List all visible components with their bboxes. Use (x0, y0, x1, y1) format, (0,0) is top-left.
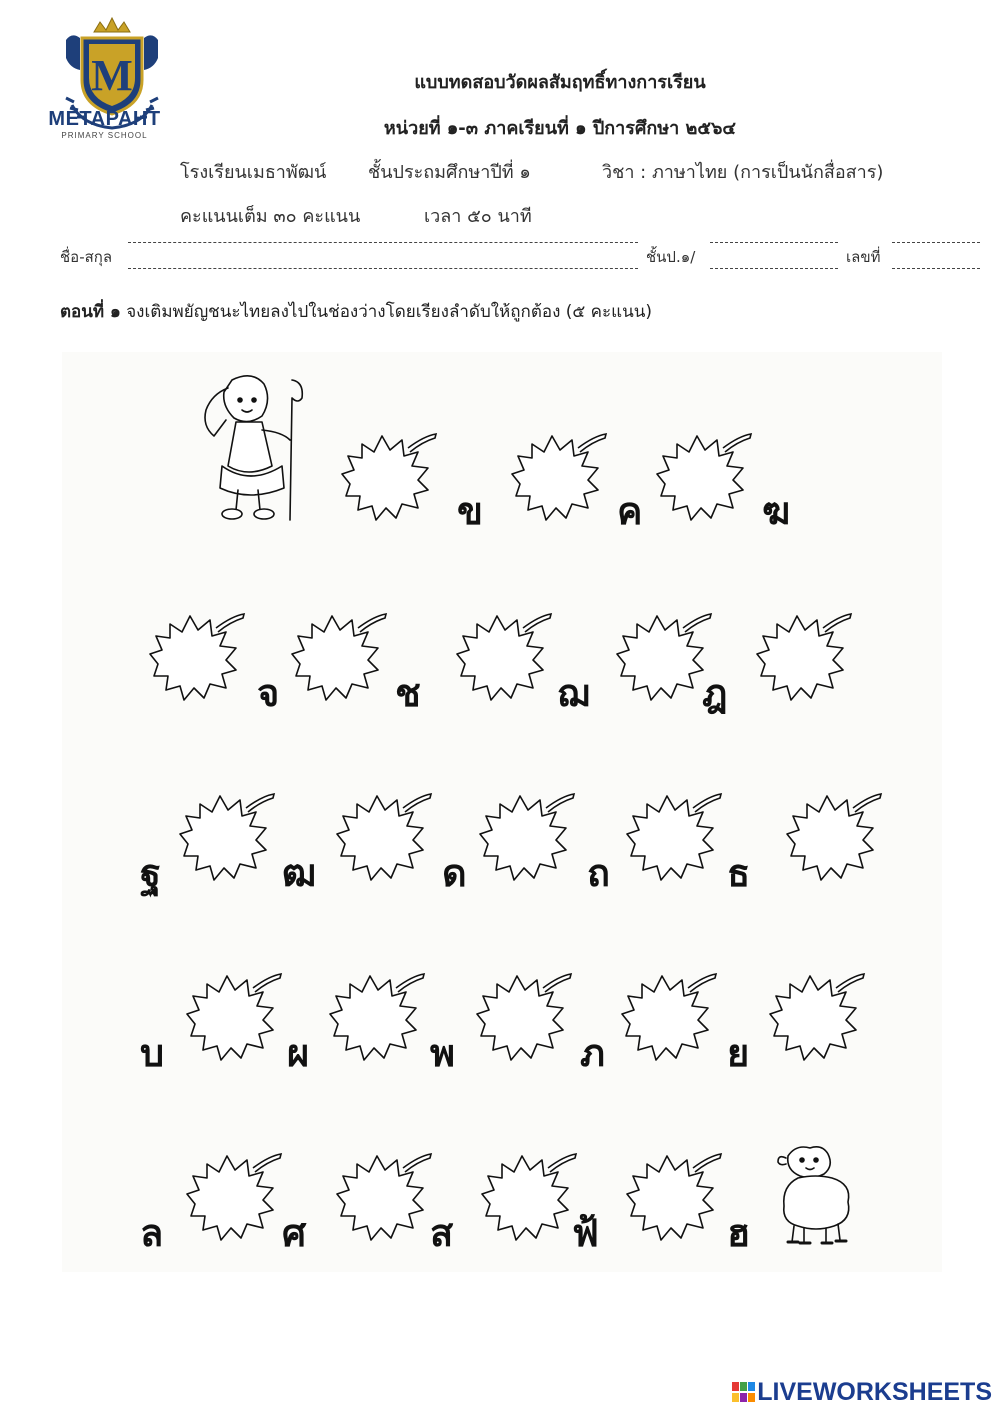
class-field[interactable] (710, 268, 838, 269)
answer-leaf[interactable] (647, 422, 757, 532)
shepherd-girl-illustration (192, 370, 310, 525)
answer-leaf[interactable] (327, 1142, 437, 1252)
answer-leaf[interactable] (777, 782, 887, 892)
given-letter: ศ (282, 1211, 307, 1255)
answer-leaf[interactable] (760, 962, 870, 1072)
liveworksheets-watermark (731, 1379, 992, 1405)
liveworksheets-logo-icon (731, 1381, 757, 1403)
given-letter: ล (140, 1211, 164, 1255)
given-letter: ฌ (557, 671, 590, 715)
answer-leaf[interactable] (467, 962, 577, 1072)
given-letter: ค (617, 489, 643, 533)
number-line-top (892, 242, 980, 243)
answer-leaf[interactable] (170, 782, 280, 892)
given-letter: พ (430, 1031, 456, 1075)
name-line-top (128, 242, 638, 243)
answer-leaf[interactable] (177, 1142, 287, 1252)
answer-leaf[interactable] (607, 602, 717, 712)
given-letter: ถ (587, 851, 611, 895)
answer-leaf[interactable] (617, 1142, 727, 1252)
given-letter: ย (727, 1031, 750, 1075)
given-letter: ธ (727, 851, 751, 895)
given-letter: ฎ (702, 671, 728, 715)
test-subtitle: หน่วยที่ ๑-๓ ภาคเรียนที่ ๑ ปีการศึกษา ๒๕๖๔ (383, 118, 737, 139)
answer-leaf[interactable] (140, 602, 250, 712)
class-label: ชั้นป.๑/ (646, 248, 696, 266)
liveworksheets-brand: LIVEWORKSHEETS (757, 1377, 992, 1406)
given-letter: ผ (287, 1031, 310, 1075)
test-title: แบบทดสอบวัดผลสัมฤทธิ์ทางการเรียน (414, 72, 706, 93)
answer-leaf[interactable] (177, 962, 287, 1072)
answer-leaf[interactable] (747, 602, 857, 712)
section-instruction: จงเติมพยัญชนะไทยลงไปในช่องว่างโดยเรียงลำดับให้ถูกต้อง (๕ คะแนน) (126, 302, 653, 322)
given-letter: ช (395, 671, 421, 715)
answer-leaf[interactable] (320, 962, 430, 1072)
given-letter: ส (430, 1211, 454, 1255)
given-letter: ฒ (282, 851, 317, 895)
answer-leaf[interactable] (617, 782, 727, 892)
name-field[interactable] (128, 268, 638, 269)
time-limit: เวลา ๕๐ นาที (424, 206, 532, 227)
class-line-top (710, 242, 838, 243)
answer-leaf[interactable] (612, 962, 722, 1072)
section-heading (60, 298, 652, 325)
school-name: โรงเรียนเมธาพัฒน์ (180, 162, 327, 183)
name-label: ชื่อ-สกุล (60, 248, 113, 266)
section-label: ตอนที่ ๑ (60, 302, 121, 322)
logo-subtitle: PRIMARY SCHOOL (61, 131, 148, 140)
answer-leaf[interactable] (502, 422, 612, 532)
given-letter: ข (457, 489, 483, 533)
given-letter: ฐ (140, 851, 161, 895)
answer-leaf[interactable] (282, 602, 392, 712)
answer-leaf[interactable] (447, 602, 557, 712)
given-letter: จ (257, 671, 280, 715)
given-letter: ด (442, 851, 467, 895)
answer-leaf[interactable] (327, 782, 437, 892)
logo-name: METAPAHT (48, 108, 161, 130)
given-letter: ฮ (727, 1211, 751, 1255)
answer-leaf[interactable] (472, 1142, 582, 1252)
grade-level: ชั้นประถมศึกษาปีที่ ๑ (368, 162, 531, 183)
full-score: คะแนนเต็ม ๓๐ คะแนน (180, 206, 361, 227)
given-letter: ภ (580, 1031, 606, 1075)
given-letter: ฆ (762, 489, 791, 533)
number-label: เลขที่ (846, 248, 881, 266)
answer-leaf[interactable] (470, 782, 580, 892)
subject: วิชา : ภาษาไทย (การเป็นนักสื่อสาร) (602, 162, 884, 183)
sheep-illustration (772, 1140, 862, 1250)
number-field[interactable] (892, 268, 980, 269)
given-letter: บ (140, 1031, 165, 1075)
worksheet-area (62, 352, 942, 1272)
logo-letter: M (91, 51, 133, 100)
answer-leaf[interactable] (332, 422, 442, 532)
given-letter: ฟ้ (572, 1211, 599, 1255)
